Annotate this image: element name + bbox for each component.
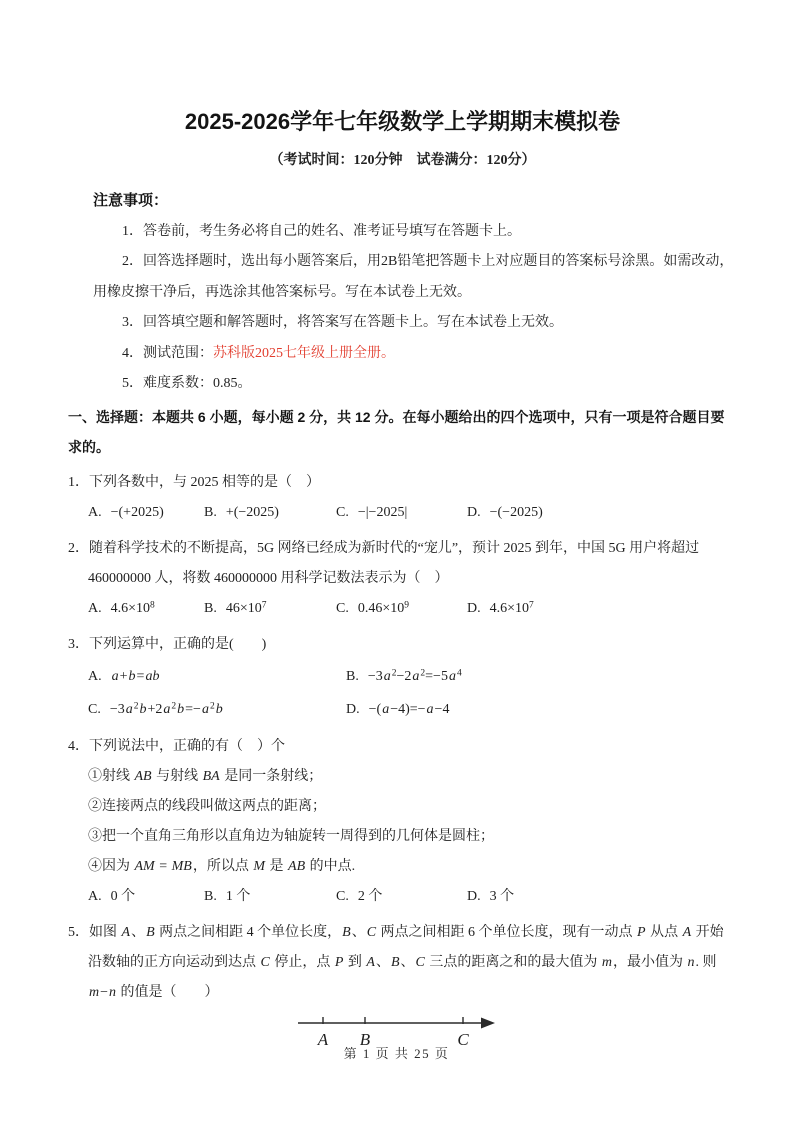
statement-3: ③把一个直角三角形以直角边为轴旋转一周得到的几何体是圆柱； [88,828,494,844]
page-footer: 第 1 页 共 25 页 [343,1046,450,1061]
statement-2: ②连接两点的线段叫做这两点的距离； [88,798,326,814]
question-3 [68,630,737,726]
option-a: A. −(+2025) [88,504,164,520]
option-c: C. −|−2025| [336,504,408,520]
option-b: B. $-3a^2-2a^2=-5a^4$ [346,668,462,684]
notice-item-4-prefix: 4．测试范围： [122,345,213,361]
notice-item-1: 1．答卷前，考生务必将自己的姓名、准考证号填写在答题卡上。 [122,223,521,239]
option-a: A. 0 个 [88,888,136,904]
option-c: C. $-3a^2b+2a^2b=-a^2b$ [88,701,223,717]
test-scope-highlight: 苏科版2025七年级上册全册。 [213,345,395,361]
option-d: D. −(−2025) [467,504,543,520]
question-4 [68,732,737,912]
notice-item-2: 2．回答选择题时，选出每小题答案后，用2B铅笔把答题卡上对应题目的答案标号涂黑。如需改动， 用橡皮擦干净后，再选涂其他答案标号。写在本试卷上无效。 [93,254,734,300]
question-4-stem: 4．下列说法中，正确的有（ ）个 [68,738,285,754]
question-3-stem: 3．下列运算中，正确的是( ) [68,636,267,652]
notice-item-4 [68,339,737,370]
question-2-options [88,594,737,624]
axis-arrowhead-icon [481,1017,495,1028]
question-4-statements [88,762,737,882]
option-d: D. 3 个 [467,888,515,904]
option-c: C. $0.46\times 10^9$ [336,600,409,616]
notice-item-5: 5．难度系数：0.85。 [122,376,252,392]
option-d: D. $4.6\times 10^7$ [467,600,534,616]
question-2-stem: 2．随着科学技术的不断提高，5G 网络已经成为新时代的“宠儿”，预计 2025 到年，中国 5G 用户将超过 460000000 人，将数 460000000 用科学记数法表示为（ ） [68,540,700,586]
question-1 [68,468,737,528]
notice-heading: 注意事项： [93,192,169,210]
option-b: B. +(−2025) [204,504,279,520]
notice-section [68,186,737,400]
option-c: C. 2 个 [336,888,383,904]
question-1-stem: 1．下列各数中，与 2025 相等的是（ ） [68,474,320,490]
point-label-b: B [359,1029,371,1049]
question-4-options [88,882,737,912]
section-one-heading: 一、选择题：本题共 6 小题，每小题 2 分，共 12 分。在每小题给出的四个选项中，只有一项是符合题目要 求的。 [68,408,725,455]
statement-1: ①射线 AB 与射线 BA 是同一条射线； [88,768,323,784]
point-label-c: C [457,1029,469,1049]
option-b: B. 1 个 [204,888,251,904]
question-1-options [88,498,737,528]
option-b: B. $46\times 10^7$ [204,600,267,616]
page-title: 2025-2026学年七年级数学上学期期末模拟卷 [184,108,621,134]
option-a: A. a+b=ab [88,668,160,684]
option-a: A. $4.6\times 10^8$ [88,600,155,616]
statement-4: ④因为 AM = MB，所以点 M 是 AB 的中点. [88,858,356,874]
question-2 [68,534,737,624]
question-5-stem: 5．如图 A、B 两点之间相距 4 个单位长度，B、C 两点之间相距 6 个单位长度，现有一动点 P 从点 A 开始沿数轴的正方向运动到达点 C 停止，点 P 到 A、B、C 三点的距离之和的最大值为 m，最小值为 n. 则 m−n 的值是（ ） [68,924,724,1000]
point-label-a: A [317,1029,329,1049]
notice-item-3: 3．回答填空题和解答题时，将答案写在答题卡上。写在本试卷上无效。 [122,315,563,331]
option-d: D. −(a−4)=−a−4 [346,701,450,717]
question-3-options [88,660,737,726]
question-5 [68,918,737,1050]
exam-meta: （考试时间：120分钟 试卷满分：120分） [269,153,536,169]
